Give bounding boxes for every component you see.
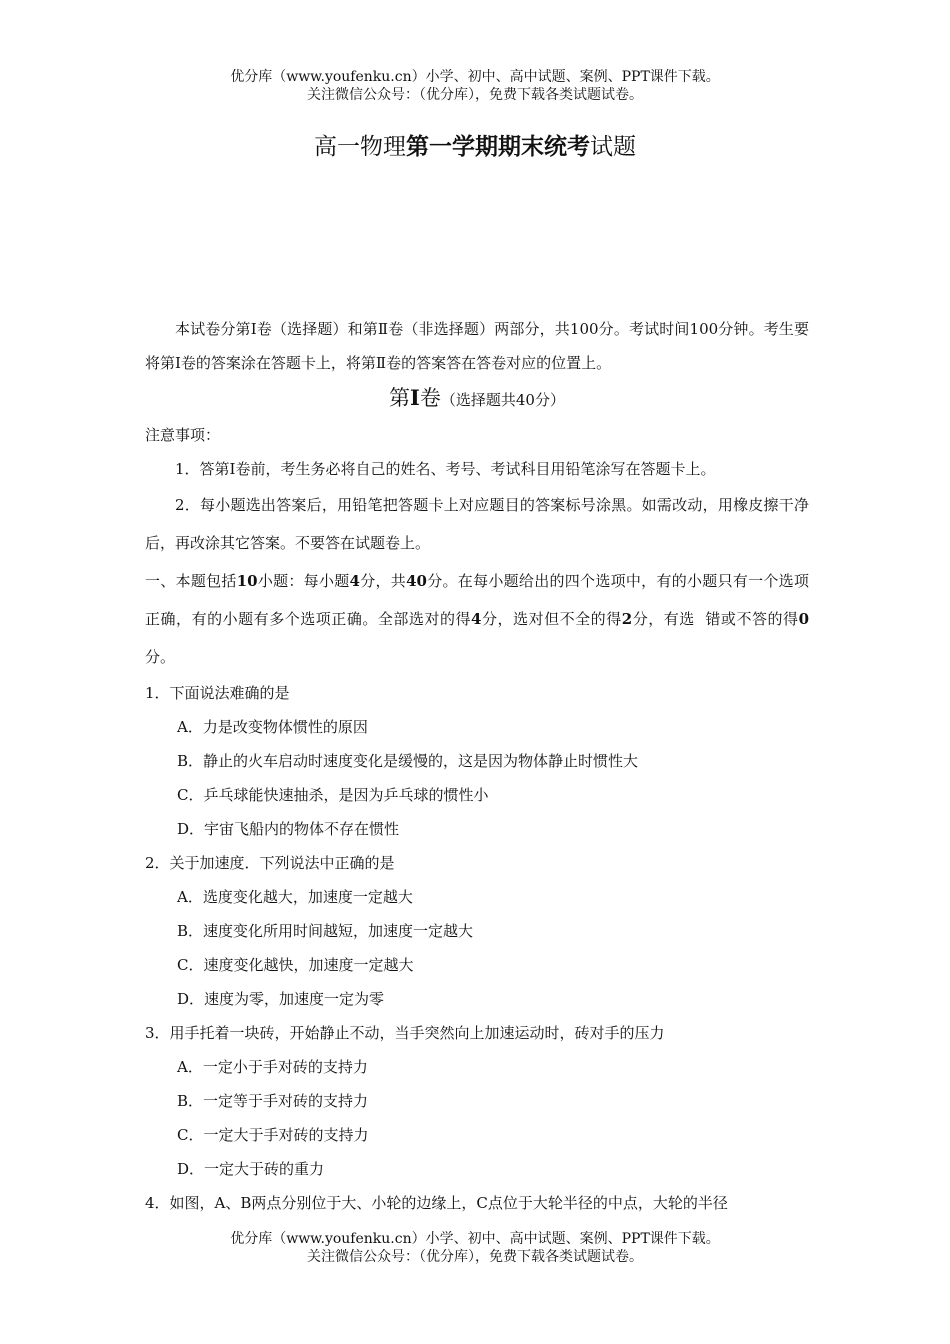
page-footer xyxy=(0,1230,950,1266)
part-one-number-3: 40 xyxy=(406,572,427,590)
footer-line-2: 关注微信公众号：（优分库），免费下载各类试题试卷。 xyxy=(307,1249,643,1265)
part-one-text-6: 分，有选 错或不答的得 xyxy=(632,610,799,628)
part-one-number-2: 4 xyxy=(349,572,360,590)
part-one-text-2: 小题：每小题 xyxy=(257,572,350,590)
option-a: A．力是改变物体惯性的原因 xyxy=(177,718,368,736)
part-one-instructions xyxy=(145,562,809,676)
option-a: A．选度变化越大，加速度一定越大 xyxy=(177,888,413,906)
question-stem: 1．下面说法难确的是 xyxy=(145,684,290,702)
part-one-number-6: 0 xyxy=(798,610,809,628)
exam-content xyxy=(145,312,809,1220)
part-one-number-4: 4 xyxy=(471,610,482,628)
option-b: B．速度变化所用时间越短，加速度一定越大 xyxy=(177,922,474,940)
option-d: D．宇宙飞船内的物体不存在惯性 xyxy=(177,820,400,838)
question-4 xyxy=(145,1186,809,1220)
page-header xyxy=(0,68,950,104)
question-3 xyxy=(145,1016,809,1186)
part-one-text-7: 分。 xyxy=(145,648,176,666)
option-c: C．速度变化越快，加速度一定越大 xyxy=(177,956,414,974)
header-line-2: 关注微信公众号：（优分库），免费下载各类试题试卷。 xyxy=(307,87,643,103)
footer-line-1: 优分库（www.youfenku.cn）小学、初中、高中试题、案例、PPT课件下载。 xyxy=(230,1231,720,1247)
option-c: C．乒乓球能快速抽杀，是因为乒乓球的惯性小 xyxy=(177,786,489,804)
notice-item-2: 2．每小题选出答案后，用铅笔把答题卡上对应题目的答案标号涂黑。如需改动，用橡皮擦干净后，再改涂其它答案。不要答在试题卷上。 xyxy=(145,496,809,552)
question-stem: 3．用手托着一块砖，开始静止不动，当手突然向上加速运动时，砖对手的压力 xyxy=(145,1024,665,1042)
option-d: D．速度为零，加速度一定为零 xyxy=(177,990,385,1008)
part-one-text-3: 分，共 xyxy=(359,572,407,590)
option-a: A．一定小于手对砖的支持力 xyxy=(177,1058,368,1076)
option-b: B．静止的火车启动时速度变化是缓慢的，这是因为物体静止时惯性大 xyxy=(177,752,639,770)
option-d: D．一定大于砖的重力 xyxy=(177,1160,325,1178)
option-b: B．一定等于手对砖的支持力 xyxy=(177,1092,369,1110)
option-c: C．一定大于手对砖的支持力 xyxy=(177,1126,369,1144)
title-part-2: 第一学期期末统考 xyxy=(406,134,590,160)
part-one-number-1: 10 xyxy=(236,572,258,590)
section-heading xyxy=(145,380,809,418)
question-2 xyxy=(145,846,809,1016)
question-stem: 4．如图，A、B两点分别位于大、小轮的边缘上，C点位于大轮半径的中点，大轮的半径 xyxy=(145,1194,728,1212)
title-part-3: 试题 xyxy=(590,134,636,160)
question-stem: 2．关于加速度．下列说法中正确的是 xyxy=(145,854,395,872)
notice-heading: 注意事项： xyxy=(145,426,221,444)
part-one-text-4: 分。在每小题给出的四个选项中，有的小题只有一个选项正确，有的小题有多个选项正确。全部选对的得 xyxy=(145,572,809,628)
header-line-1: 优分库（www.youfenku.cn）小学、初中、高中试题、案例、PPT课件下载。 xyxy=(230,69,720,85)
section-roman: I xyxy=(410,385,420,410)
section-prefix: 第 xyxy=(389,386,411,410)
intro-paragraph: 本试卷分第Ⅰ卷（选择题）和第Ⅱ卷（非选择题）两部分，共100分。考试时间100分钟。考生要将第Ⅰ卷的答案涂在答题卡上，将第Ⅱ卷的答案答在答卷对应的位置上。 xyxy=(145,320,809,372)
part-one-text-5: 分，选对但不全的得 xyxy=(481,610,622,628)
section-note: （选择题共40分） xyxy=(440,391,565,409)
part-one-text-1: 一、本题包括 xyxy=(145,572,237,590)
notice-item-1: 1．答第Ⅰ卷前，考生务必将自己的姓名、考号、考试科目用铅笔涂写在答题卡上。 xyxy=(175,460,716,478)
part-one-number-5: 2 xyxy=(621,610,633,628)
question-1 xyxy=(145,676,809,846)
section-suffix: 卷 xyxy=(419,386,441,410)
exam-title xyxy=(0,132,950,162)
title-part-1: 高一物理 xyxy=(314,134,406,160)
